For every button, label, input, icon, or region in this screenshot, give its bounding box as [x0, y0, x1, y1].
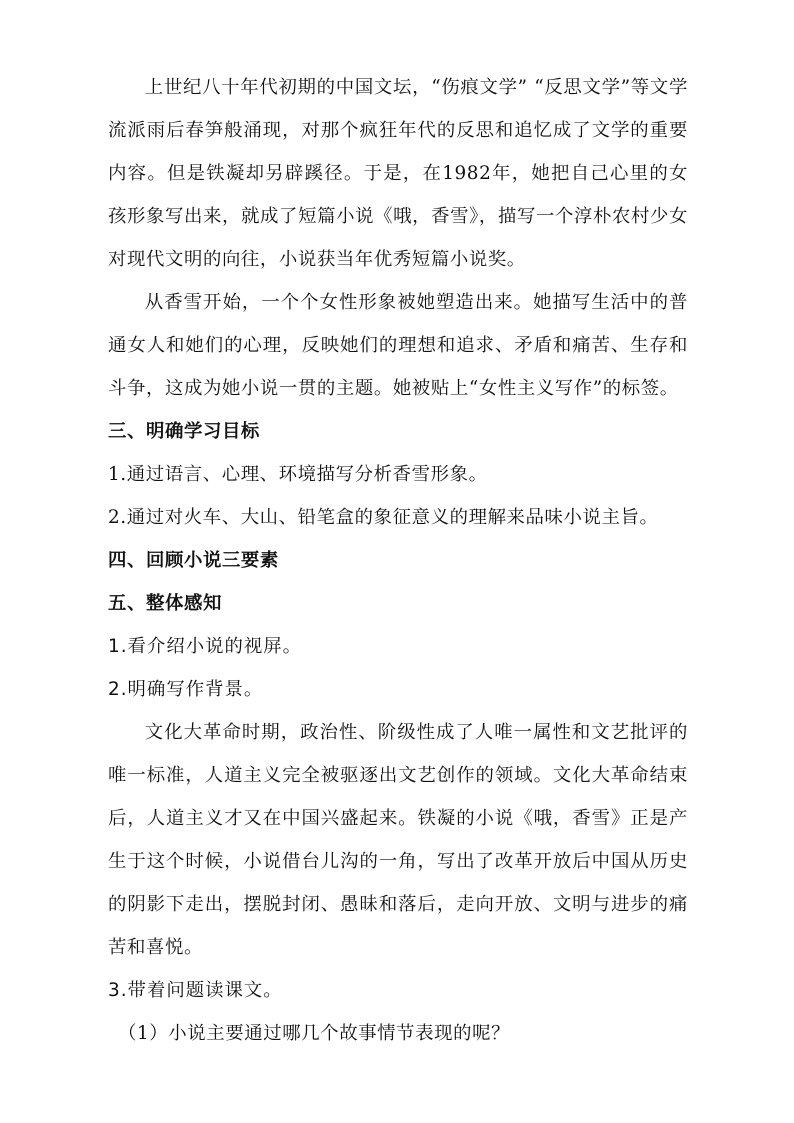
- section-4-heading: 四、回顾小说三要素: [108, 550, 279, 571]
- learning-goal-2: 2.通过对火车、大山、铅笔盒的象征意义的理解来品味小说主旨。: [108, 507, 659, 528]
- overview-item-1: 1.看介绍小说的视屏。: [108, 636, 303, 657]
- overview-item-3: 3.带着问题读课文。: [108, 980, 283, 1001]
- learning-goal-1: 1.通过语言、心理、环境描写分析香雪形象。: [108, 464, 488, 485]
- background-paragraph: 文化大革命时期，政治性、阶级性成了人唯一属性和文艺批评的唯一标准，人道主义完全被驱逐出文艺创作的领域。文化大革命结束后，人道主义才又在中国兴盛起来。铁凝的小说《哦，香雪》正是产生于这个时候，小说借台儿沟的一角，写出了改革开放后中国从历史的阴影下走出，摆脱封闭、愚昧和落后，走向开放、文明与进步的痛苦和喜悦。: [108, 722, 688, 958]
- intro-paragraph-1: 上世纪八十年代初期的中国文坛，“伤痕文学” “反思文学”等文学流派雨后春笋般涌现，对那个疯狂年代的反思和追忆成了文学的重要内容。但是铁凝却另辟蹊径。于是，在1982年，她把自己心里的女孩形象写出来，就成了短篇小说《哦，香雪》，描写一个淳朴农村少女对现代文明的向往，小说获当年优秀短篇小说奖。: [108, 77, 688, 270]
- document-content: [108, 66, 688, 1055]
- overview-item-2: 2.明确写作背景。: [108, 679, 264, 700]
- section-3-heading: 三、明确学习目标: [108, 421, 260, 442]
- question-1: （1）小说主要通过哪几个故事情节表现的呢？: [118, 1023, 511, 1044]
- section-5-heading: 五、整体感知: [108, 593, 222, 614]
- intro-paragraph-2: 从香雪开始，一个个女性形象被她塑造出来。她描写生活中的普通女人和她们的心理，反映她们的理想和追求、矛盾和痛苦、生存和斗争，这成为她小说一贯的主题。她被贴上“女性主义写作”的标签。: [108, 292, 688, 399]
